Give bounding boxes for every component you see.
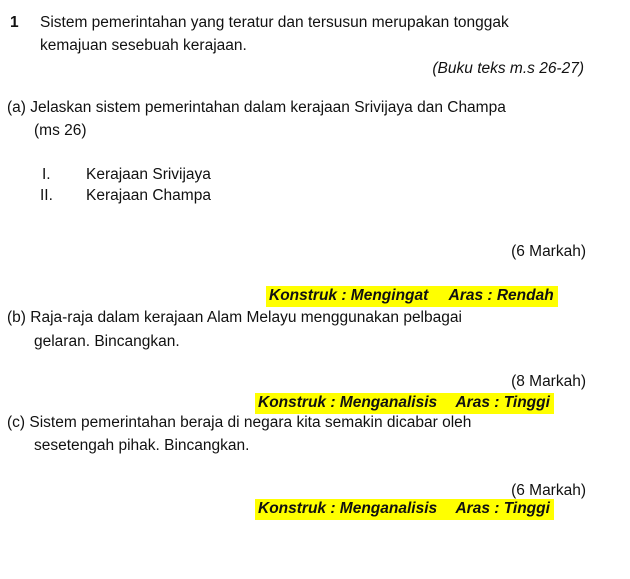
textbook-reference: (Buku teks m.s 26-27) — [432, 60, 584, 77]
part-c-level: Aras : Tinggi — [455, 500, 550, 517]
part-a-item-2-text: Kerajaan Champa — [86, 187, 211, 204]
part-a-item-1-numeral: I. — [42, 166, 51, 183]
part-c-marks: (6 Markah) — [511, 482, 586, 499]
part-a-question-line1: (a) Jelaskan sistem pemerintahan dalam kerajaan Srivijaya dan Champa — [7, 99, 506, 116]
part-a-question-line2: (ms 26) — [34, 122, 87, 139]
part-b-marks: (8 Markah) — [511, 373, 586, 390]
part-b-question-line1: (b) Raja-raja dalam kerajaan Alam Melayu menggunakan pelbagai — [7, 309, 462, 326]
part-b-construct-banner — [255, 393, 554, 414]
part-c-question-line1: (c) Sistem pemerintahan beraja di negara kita semakin dicabar oleh — [7, 414, 472, 431]
part-a-item-2-numeral: II. — [40, 187, 53, 204]
part-c-construct-banner — [255, 499, 554, 520]
question-stem-line2: kemajuan sesebuah kerajaan. — [40, 37, 247, 54]
part-a-construct: Konstruk : Mengingat — [269, 287, 429, 304]
part-a-item-1-text: Kerajaan Srivijaya — [86, 166, 211, 183]
part-b-question-line2: gelaran. Bincangkan. — [34, 333, 180, 350]
part-b-construct: Konstruk : Menganalisis — [258, 394, 438, 411]
question-number: 1 — [10, 14, 19, 31]
part-a-marks: (6 Markah) — [511, 243, 586, 260]
part-a-level: Aras : Rendah — [448, 287, 554, 304]
part-c-construct: Konstruk : Menganalisis — [258, 500, 438, 517]
question-stem-line1: Sistem pemerintahan yang teratur dan tersusun merupakan tonggak — [40, 14, 509, 31]
part-b-level: Aras : Tinggi — [455, 394, 550, 411]
part-a-construct-banner — [266, 286, 558, 307]
part-c-question-line2: sesetengah pihak. Bincangkan. — [34, 437, 250, 454]
